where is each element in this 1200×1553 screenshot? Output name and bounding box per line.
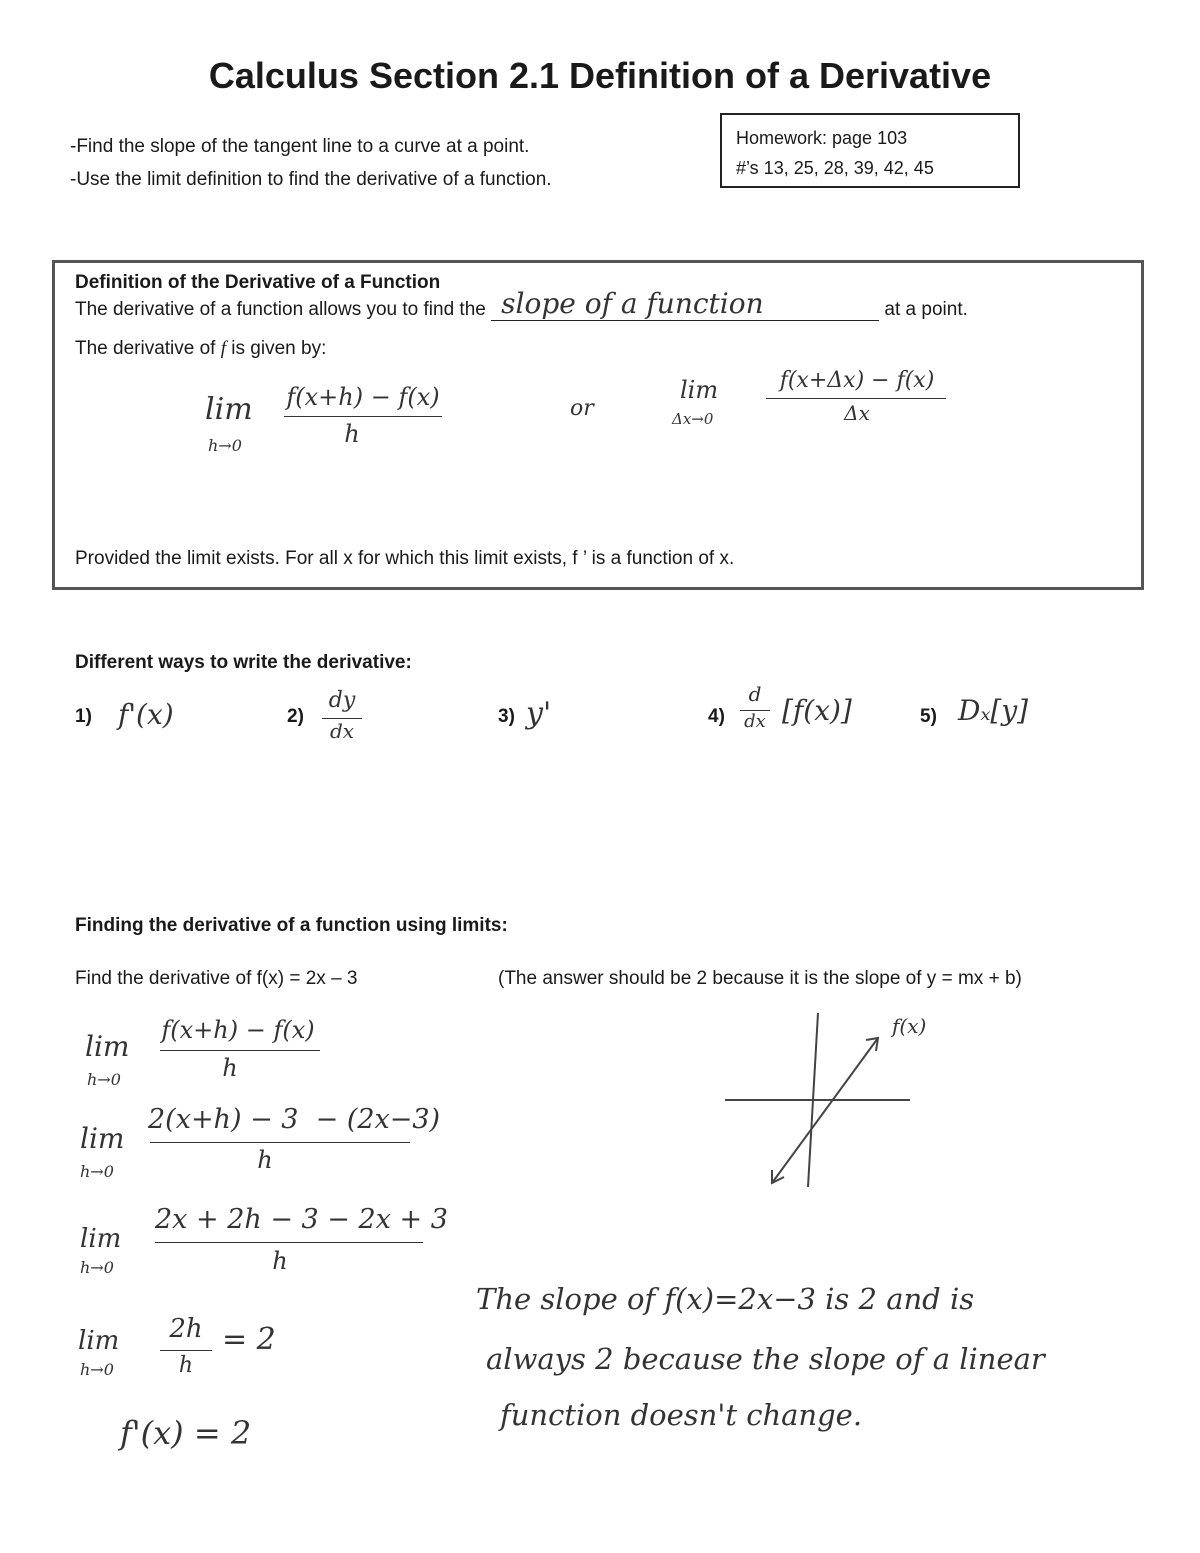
step3-denominator: h <box>272 1247 288 1275</box>
step3-bar <box>155 1242 423 1243</box>
homework-box <box>720 113 1020 188</box>
formula2-lim: lim <box>680 376 719 404</box>
objective-1: -Find the slope of the tangent line to a curve at a point. <box>70 136 530 157</box>
step2-denominator: h <box>257 1146 273 1174</box>
given-by-post: is given by: <box>226 338 327 359</box>
homework-page: Homework: page 103 <box>736 128 908 148</box>
step3-sub: h→0 <box>80 1258 114 1277</box>
formula2-fraction-bar <box>766 398 946 399</box>
graph-line <box>772 1038 878 1183</box>
formula1-numerator: f(x+h) − f(x) <box>286 383 440 411</box>
step4-result: = 2 <box>222 1322 276 1357</box>
ways-heading: Different ways to write the derivative: <box>75 652 412 673</box>
way-5-expr: Dₓ[y] <box>958 694 1029 727</box>
step1-numerator: f(x+h) − f(x) <box>161 1016 315 1044</box>
finding-heading: Finding the derivative of a function using limits: <box>75 915 508 936</box>
formula2-numerator: f(x+Δx) − f(x) <box>779 368 935 393</box>
answer-blank <box>491 287 879 321</box>
step2-lim: lim <box>80 1122 125 1155</box>
way-4-top: d <box>748 682 762 706</box>
final-answer: f'(x) = 2 <box>120 1414 252 1452</box>
step4-sub: h→0 <box>80 1360 114 1379</box>
formula1-sub: h→0 <box>208 436 242 455</box>
formula1-lim: lim <box>205 392 253 427</box>
step1-bar <box>160 1050 320 1051</box>
way-4-number: 4) <box>708 706 725 727</box>
conclusion-line-2: always 2 because the slope of a linear <box>486 1342 1045 1376</box>
arrow-bottom <box>772 1170 784 1183</box>
formula1-fraction-bar <box>284 416 442 417</box>
finding-note: (The answer should be 2 because it is the slope of y = mx + b) <box>498 968 1022 989</box>
step1-sub: h→0 <box>87 1070 121 1089</box>
step3-lim: lim <box>80 1224 122 1254</box>
way-4-bottom: dx <box>744 711 766 732</box>
formula2-denominator: Δx <box>844 401 870 425</box>
way-3-expr: y' <box>526 696 552 731</box>
step2-bar <box>150 1142 410 1143</box>
way-2-bottom: dx <box>329 719 355 743</box>
step4-denominator: h <box>178 1353 194 1378</box>
definition-heading: Definition of the Derivative of a Function <box>75 272 441 293</box>
graph-label: f(x) <box>892 1014 927 1038</box>
definition-footer: Provided the limit exists. For all x for which this limit exists, f ’ is a function of x. <box>75 548 735 569</box>
homework-problems: #’s 13, 25, 28, 39, 42, 45 <box>736 158 934 178</box>
sentence-end: at a point. <box>884 299 968 320</box>
way-3-number: 3) <box>498 706 515 727</box>
definition-sentence <box>75 287 968 321</box>
or-text: or <box>570 396 594 421</box>
step4-bar <box>160 1350 212 1351</box>
page-title: Calculus Section 2.1 Definition of a Derivative <box>208 55 992 96</box>
conclusion-line-3: function doesn't change. <box>500 1398 863 1432</box>
way-2-top: dy <box>328 688 356 713</box>
sentence-start: The derivative of a function allows you to find the <box>75 299 486 320</box>
step2-numerator: 2(x+h) − 3 − (2x−3) <box>148 1104 441 1135</box>
objective-2: -Use the limit definition to find the derivative of a function. <box>70 169 552 190</box>
conclusion-line-1: The slope of f(x)=2x−3 is 2 and is <box>476 1282 975 1316</box>
step1-lim: lim <box>85 1030 130 1063</box>
line-graph-sketch <box>700 1005 960 1195</box>
way-5-number: 5) <box>920 706 937 727</box>
step2-sub: h→0 <box>80 1162 114 1181</box>
way-1-number: 1) <box>75 706 92 727</box>
step3-numerator: 2x + 2h − 3 − 2x + 3 <box>155 1204 448 1235</box>
step4-numerator: 2h <box>169 1314 203 1344</box>
step1-denominator: h <box>222 1054 238 1082</box>
given-by-f: f <box>220 338 227 359</box>
way-4-expr: [f(x)] <box>782 694 852 727</box>
formula1-denominator: h <box>344 420 360 448</box>
formula2-sub: Δx→0 <box>672 410 714 428</box>
blank-answer: slope of a function <box>501 287 764 320</box>
finding-prompt: Find the derivative of f(x) = 2x – 3 <box>75 968 358 989</box>
step4-lim: lim <box>78 1326 120 1356</box>
given-by-line <box>75 338 326 360</box>
way-2-number: 2) <box>287 706 304 727</box>
way-1-expr: f'(x) <box>118 698 174 731</box>
given-by-pre: The derivative of <box>75 338 221 359</box>
